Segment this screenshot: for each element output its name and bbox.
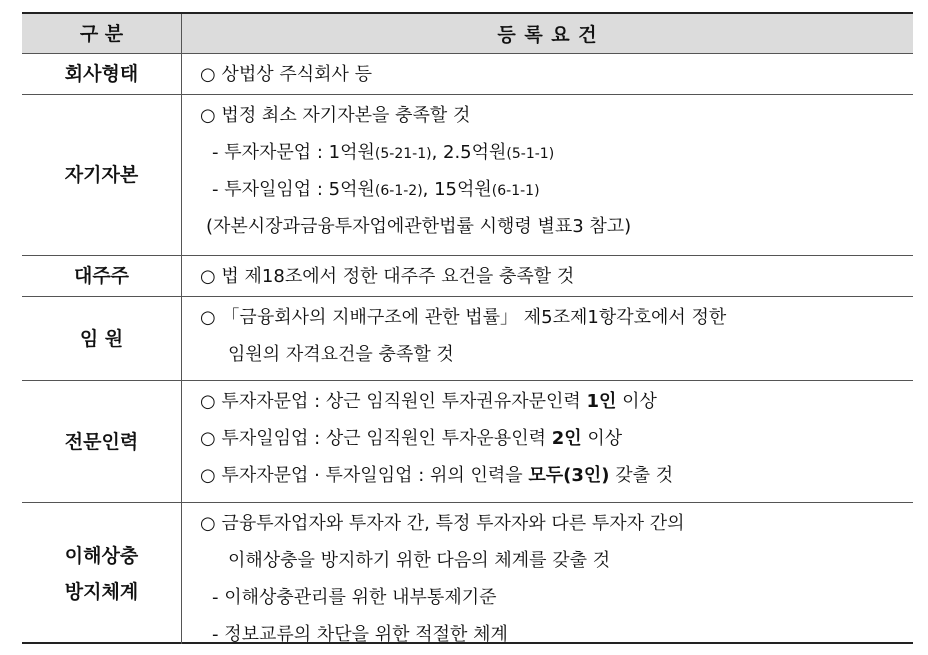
content-line: 이해상충을 방지하기 위한 다음의 체계를 갖출 것 [228, 550, 611, 571]
row-content [182, 54, 913, 94]
row-category [22, 95, 182, 255]
row-content [182, 256, 913, 296]
line-text: - 투자일임업 : 5억원 [212, 179, 375, 200]
row-category-label: 방지체계 [64, 580, 139, 603]
line-text: 갖출 것 [609, 465, 674, 486]
line-emphasis: 1인 [586, 391, 617, 412]
row-category [22, 256, 182, 296]
line-reference: (6-1-2) [374, 183, 423, 199]
row-category [22, 297, 182, 380]
row-content [182, 95, 913, 255]
content-line: ○ 금융투자업자와 투자자 간, 특정 투자자와 다른 투자자 간의 [200, 513, 685, 534]
row-category [22, 381, 182, 502]
content-line [200, 171, 913, 208]
table-header [22, 14, 913, 54]
line-reference: (5-21-1) [374, 146, 432, 162]
line-reference: (5-1-1) [506, 146, 555, 162]
content-line [200, 420, 913, 457]
row-content [182, 297, 913, 380]
row-category-label: 대주주 [73, 265, 130, 287]
content-line [200, 134, 913, 171]
row-category [22, 503, 182, 644]
table-row [22, 381, 913, 503]
line-reference: (6-1-1) [491, 183, 540, 199]
row-category-label: 자기자본 [64, 164, 139, 186]
line-text: , 15억원 [422, 179, 492, 200]
line-text: ○ 투자자문업 · 투자일임업 : 위의 인력을 [200, 465, 529, 486]
header-category: 구 분 [22, 14, 182, 53]
row-category-label: 회사형태 [64, 63, 139, 85]
content-line [200, 457, 913, 494]
row-category-label: 전문인력 [64, 430, 139, 453]
content-line: 임원의 자격요건을 충족할 것 [228, 344, 454, 365]
row-content [182, 503, 913, 644]
content-line: - 정보교류의 차단을 위한 적절한 체계 [212, 624, 508, 645]
content-line: ○ 법 제18조에서 정한 대주주 요건을 충족할 것 [200, 266, 575, 287]
line-text: 이상 [581, 428, 623, 449]
content-line [200, 383, 913, 420]
line-text: ○ 투자자문업 : 상근 임직원인 투자권유자문인력 [200, 391, 587, 412]
line-text: - 투자자문업 : 1억원 [212, 142, 375, 163]
row-category-label: 이해상충 [64, 544, 139, 567]
table-row [22, 95, 913, 256]
row-category-label: 임 원 [79, 327, 124, 350]
registration-requirements-table [22, 12, 913, 644]
row-content [182, 381, 913, 502]
table-row [22, 54, 913, 95]
table-row [22, 297, 913, 381]
line-text: ○ 투자일임업 : 상근 임직원인 투자운용인력 [200, 428, 552, 449]
line-emphasis: 모두(3인) [528, 465, 610, 486]
line-emphasis: 2인 [551, 428, 582, 449]
table-row [22, 256, 913, 297]
content-line: ○ 「금융회사의 지배구조에 관한 법률」 제5조제1항각호에서 정한 [200, 307, 727, 328]
content-line: ○ 법정 최소 자기자본을 충족할 것 [200, 105, 471, 126]
row-category [22, 54, 182, 94]
line-text: 이상 [616, 391, 657, 412]
content-line: (자본시장과금융투자업에관한법률 시행령 별표3 참고) [206, 216, 632, 237]
content-line: - 이해상충관리를 위한 내부통제기준 [212, 587, 497, 608]
line-text: , 2.5억원 [431, 142, 507, 163]
content-line: ○ 상법상 주식회사 등 [200, 64, 372, 85]
table-row [22, 503, 913, 644]
header-requirements: 등 록 요 건 [497, 24, 598, 46]
